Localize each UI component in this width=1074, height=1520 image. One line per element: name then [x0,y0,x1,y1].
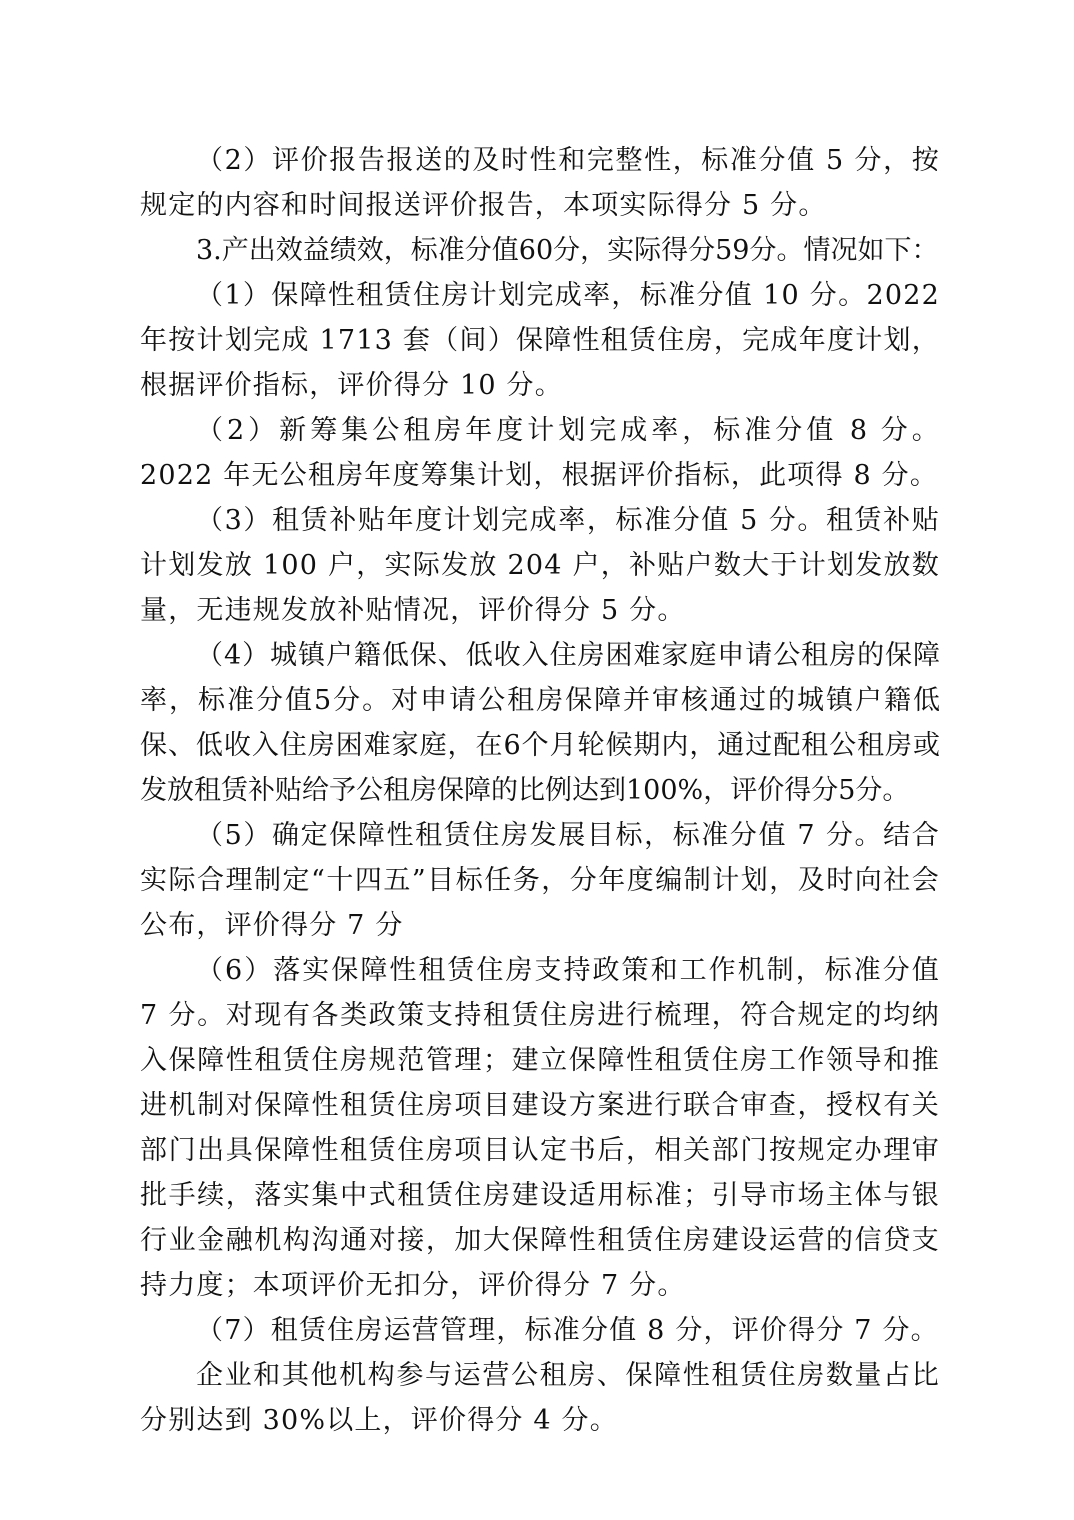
document-body [140,138,940,1443]
paragraph-operation-management: （7）租赁住房运营管理，标准分值 8 分，评价得分 7 分。 [196,1315,939,1346]
paragraph-low-income-coverage: （4）城镇户籍低保、低收入住房困难家庭申请公租房的保障率，标准分值5分。对申请公租房保障并审核通过的城镇户籍低保、低收入住房困难家庭，在6个月轮候期内，通过配租公租房或发放租赁补贴给予公租房保障的比例达到100%，评价得分5分。 [140,640,940,806]
paragraph-support-policies: （6）落实保障性租赁住房支持政策和工作机制，标准分值 7 分。对现有各类政策支持租赁住房进行梳理，符合规定的均纳入保障性租赁住房规范管理；建立保障性租赁住房工作领导和推进机制对保障性租赁住房项目建设方案进行联合审查，授权有关部门出具保障性租赁住房项目认定书后，相关部门按规定办理审批手续，落实集中式租赁住房建设适用标准；引导市场主体与银行业金融机构沟通对接，加大保障性租赁住房建设运营的信贷支持力度；本项评价无扣分，评价得分 7 分。 [140,955,940,1301]
paragraph-public-rental-plan: （2）新筹集公租房年度计划完成率，标准分值 8 分。2022 年无公租房年度筹集计划，根据评价指标，此项得 8 分。 [140,415,940,491]
paragraph-output-performance: 3.产出效益绩效，标准分值60分，实际得分59分。情况如下： [196,235,939,266]
paragraph-plan-completion-rate: （1）保障性租赁住房计划完成率，标准分值 10 分。2022 年按计划完成 1713 套（间）保障性租赁住房，完成年度计划，根据评价指标，评价得分 10 分。 [140,280,940,401]
paragraph-rental-subsidy: （3）租赁补贴年度计划完成率，标准分值 5 分。租赁补贴计划发放 100 户，实际发放 204 户，补贴户数大于计划发放数量，无违规发放补贴情况，评价得分 5 分。 [140,505,940,626]
paragraph-development-goals: （5）确定保障性租赁住房发展目标，标准分值 7 分。结合实际合理制定“十四五”目标任务，分年度编制计划，及时向社会公布，评价得分 7 分 [140,820,940,941]
paragraph-report-timeliness: （2）评价报告报送的及时性和完整性，标准分值 5 分，按规定的内容和时间报送评价报告，本项实际得分 5 分。 [140,145,940,221]
paragraph-enterprise-participation: 企业和其他机构参与运营公租房、保障性租赁住房数量占比分别达到 30%以上，评价得分 4 分。 [140,1360,940,1436]
